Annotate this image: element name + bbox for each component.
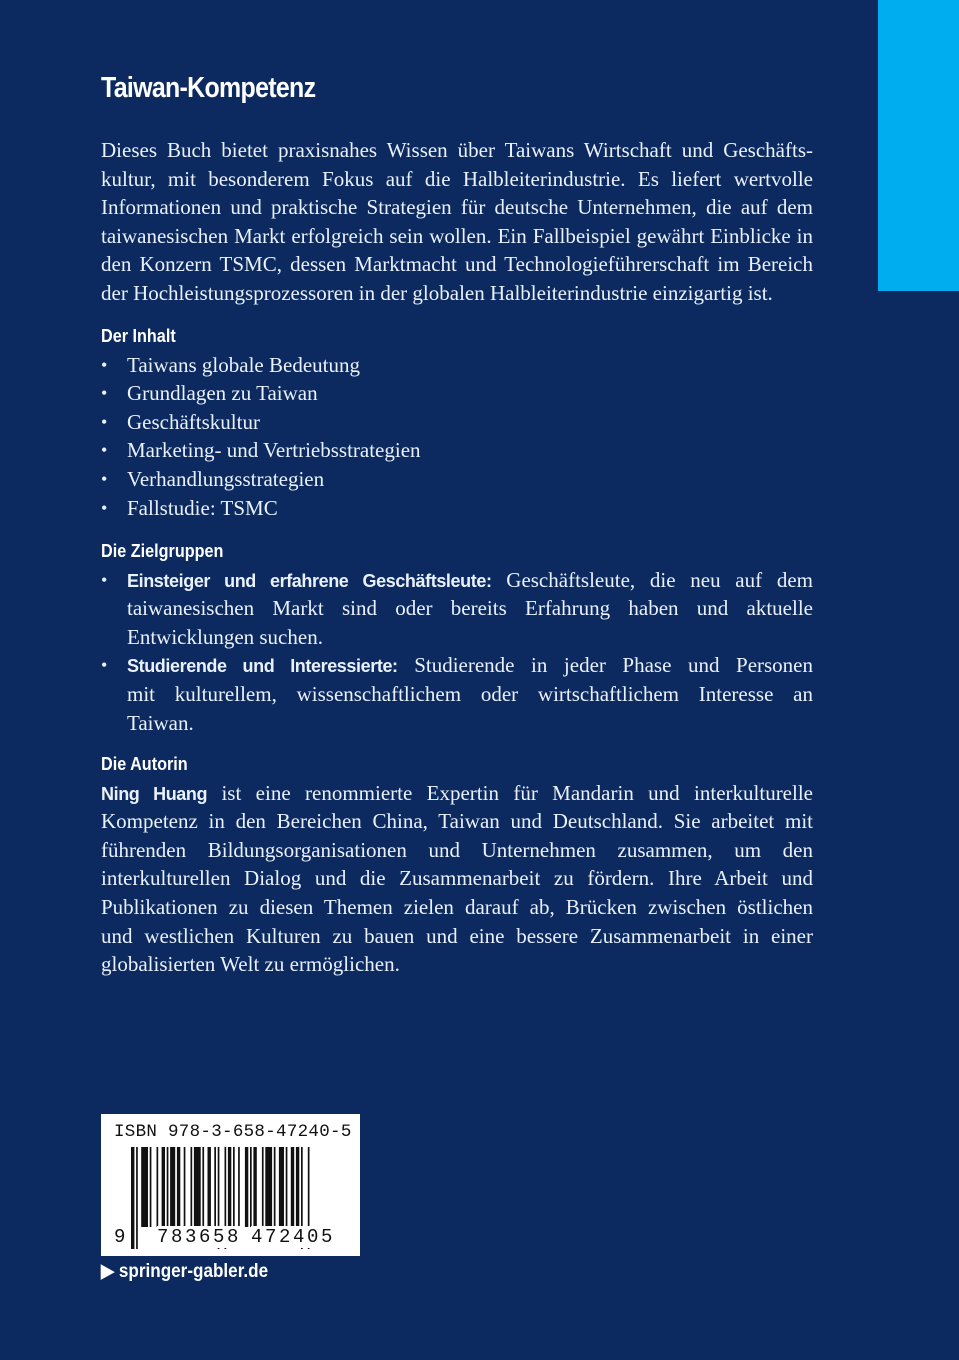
barcode-first-digit: 9 (114, 1226, 129, 1248)
barcode-bar (214, 1147, 216, 1227)
audience-label: Einsteiger und erfahrene Geschäftsleute: (127, 570, 492, 591)
contents-item (101, 494, 813, 523)
barcode-bar (136, 1147, 138, 1249)
audience-line: • Studierende und Interessierte: Studierende in jeder Phase und Personen (127, 653, 814, 678)
isbn-barcode (101, 1114, 360, 1256)
author-line: Kompetenz in den Bereichen China, Taiwan und Deutschland. Sie arbeitet mit (101, 809, 813, 834)
intro-line: kultur, mit besonderem Fokus auf die Halbleiterindustrie. Es liefert wertvolle (101, 166, 813, 191)
barcode-bar (245, 1147, 248, 1227)
author-line: führenden Bildungsorganisationen und Unternehmen zusammen, um den (101, 837, 813, 862)
intro-paragraph (101, 136, 813, 308)
barcode-bar (253, 1147, 256, 1227)
barcode-bar (238, 1147, 240, 1227)
audience-line: Entwicklungen suchen. (127, 624, 323, 649)
author-line: Ning Huang ist eine renommierte Expertin für Mandarin und interkulturelle (101, 780, 813, 805)
author-line: und westlichen Kulturen zu bauen und eine bessere Zusammenarbeit in einer (101, 923, 813, 948)
contents-item (101, 379, 813, 408)
barcode-bar (184, 1147, 186, 1227)
audience-item (101, 566, 813, 652)
barcode-bar (291, 1147, 294, 1227)
contents-heading: Der Inhalt (101, 326, 176, 346)
cyan-accent-bar (878, 0, 959, 291)
audience-label: Studierende und Interessierte: (127, 656, 398, 677)
author-bio (101, 779, 813, 979)
barcode-bar (177, 1147, 180, 1227)
author-line: interkulturellen Dialog und die Zusammenarbeit zu fördern. Ihre Arbeit und (101, 866, 813, 891)
barcode-bar (191, 1147, 193, 1227)
author-line: globalisierten Welt zu ermöglichen. (101, 952, 400, 977)
intro-line: Dieses Buch bietet praxisnahes Wissen über Taiwans Wirtschaft und Geschäfts- (101, 138, 813, 162)
contents-item-text: • Marketing- und Vertriebsstrategien (127, 438, 421, 463)
audience-line: • Einsteiger und erfahrene Geschäftsleute: Geschäftsleute, die neu auf dem (127, 567, 813, 592)
audience-item (101, 651, 813, 737)
barcode-bar (228, 1147, 231, 1227)
barcode-bar (202, 1147, 204, 1227)
barcode-bar (131, 1147, 134, 1249)
contents-item-text: • Taiwans globale Bedeutung (127, 352, 360, 377)
contents-item (101, 351, 813, 380)
barcode-bar (162, 1147, 165, 1227)
contents-item (101, 436, 813, 465)
barcode-bar (233, 1147, 235, 1227)
contents-item-text: • Grundlagen zu Taiwan (127, 381, 318, 406)
barcode-bar (250, 1147, 252, 1227)
intro-line: Informationen und praktische Strategien für deutsche Unternehmen, die auf dem (101, 195, 813, 220)
intro-line: den Konzern TSMC, dessen Marktmacht und Technologieführerschaft im Bereich (101, 252, 813, 277)
audience-list (101, 566, 813, 738)
barcode-bar (150, 1147, 152, 1227)
barcode-bar (262, 1147, 264, 1227)
audience-line: taiwanesischen Markt sind oder bereits Erfahrung haben und aktuelle (127, 596, 813, 621)
intro-line: taiwanesischen Markt erfolgreich sein wollen. Ein Fallbeispiel gewährt Einblicke in (101, 223, 813, 248)
barcode-bar (141, 1147, 148, 1227)
contents-item-text: • Verhandlungsstrategien (127, 466, 325, 491)
contents-item (101, 465, 813, 494)
audience-heading: Die Zielgruppen (101, 541, 224, 561)
book-title: Taiwan-Kompetenz (101, 72, 316, 104)
barcode-bar (286, 1147, 288, 1227)
contents-list (101, 351, 813, 523)
barcode-bar (170, 1147, 175, 1227)
contents-item-text: • Fallstudie: TSMC (127, 495, 278, 520)
audience-line: mit kulturellem, wissenschaftlichem oder wirtschaftlichem Interesse an (127, 681, 813, 706)
barcode-bar (208, 1147, 211, 1227)
triangle-arrow-icon: ▶ (101, 1261, 115, 1282)
isbn-text: ISBN 978-3-658-47240-5 (114, 1122, 352, 1142)
author-line: Publikationen zu diesen Themen zielen darauf ab, Brücken zwischen östlichen (101, 894, 813, 919)
contents-item-text: • Geschäftskultur (127, 409, 260, 434)
barcode-bar (265, 1147, 272, 1227)
website-link[interactable] (101, 1260, 268, 1283)
contents-section (101, 322, 813, 522)
barcode-bar (279, 1147, 284, 1227)
barcode-bar (274, 1147, 276, 1227)
barcode-bar (296, 1147, 299, 1227)
audience-line: Taiwan. (127, 710, 194, 735)
barcode-left-digits: 783658 (157, 1226, 242, 1248)
audience-section (101, 537, 813, 737)
barcode-bar (167, 1147, 169, 1227)
contents-item (101, 408, 813, 437)
website-text[interactable]: springer-gabler.de (118, 1261, 269, 1282)
barcode-bar (194, 1147, 201, 1227)
author-section (101, 750, 813, 979)
author-heading: Die Autorin (101, 754, 188, 774)
author-name: Ning Huang (101, 783, 208, 804)
barcode-right-digits: 472405 (251, 1226, 336, 1248)
barcode-bar (157, 1147, 159, 1227)
intro-line: der Hochleistungsprozessoren in der globalen Halbleiterindustrie einzigartig ist. (101, 280, 773, 305)
